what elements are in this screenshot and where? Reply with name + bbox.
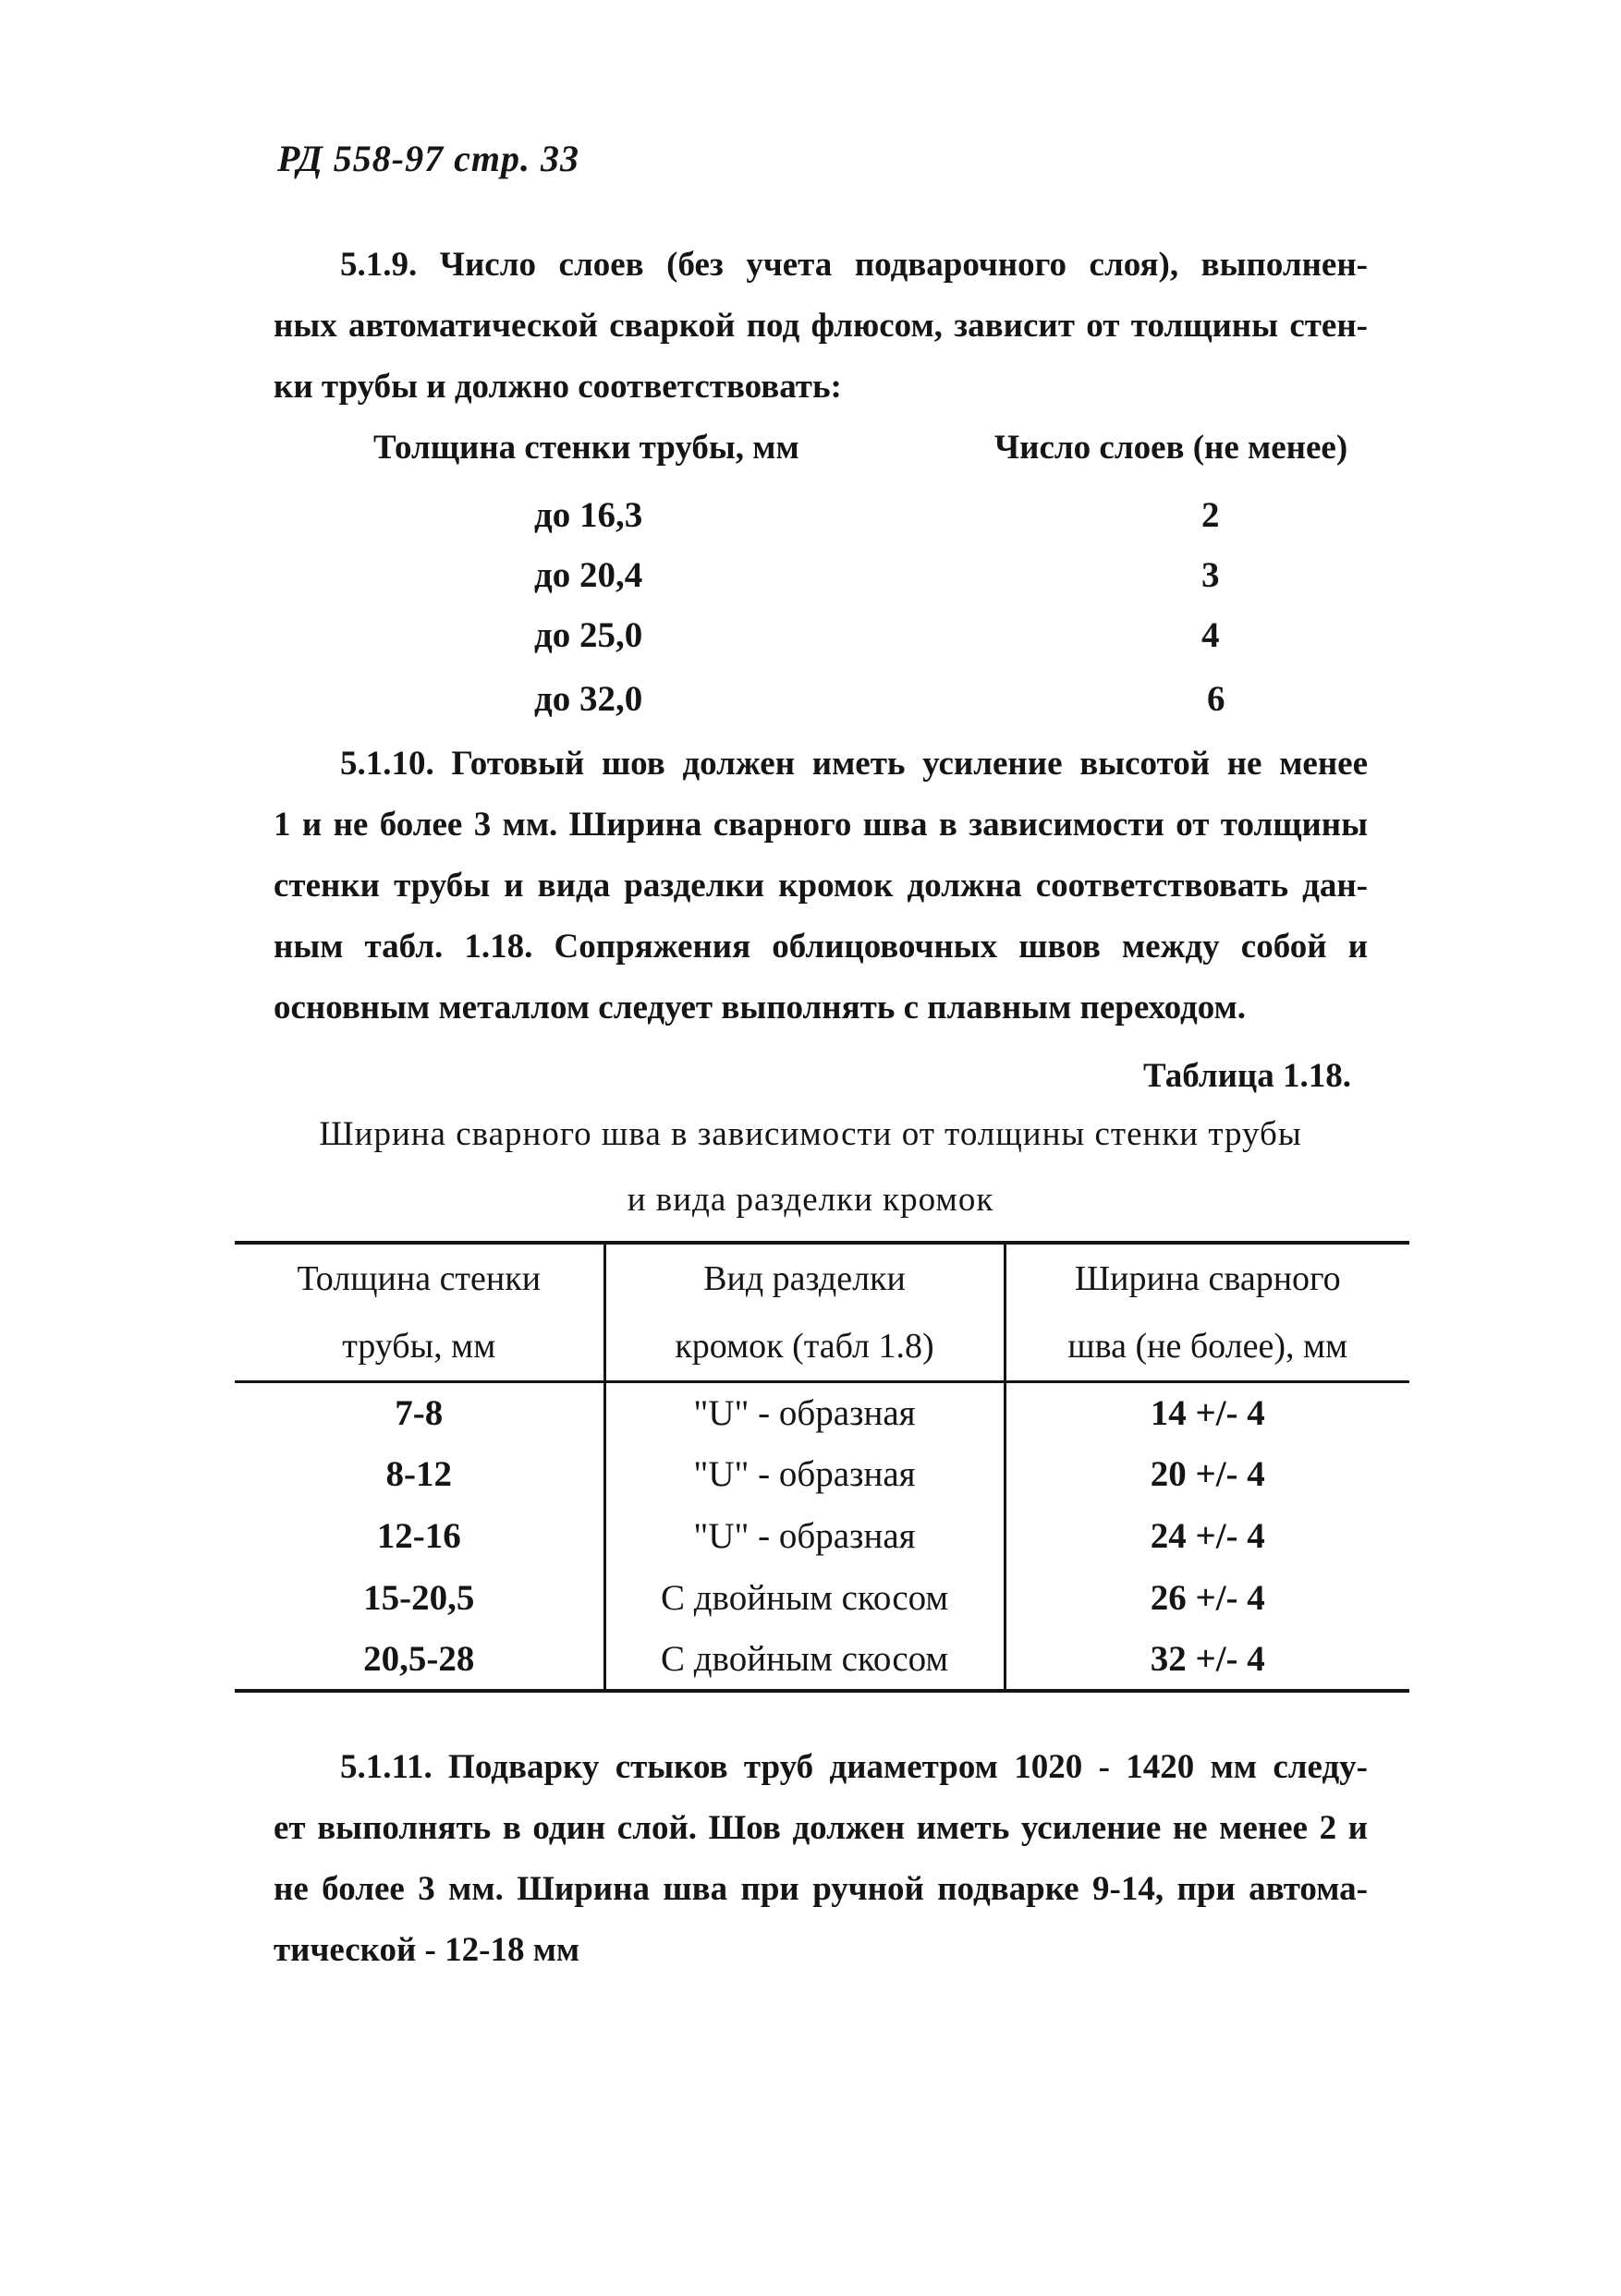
header-cell-weld-width-unit: шва (не более), мм — [1005, 1312, 1409, 1381]
table-row — [235, 1567, 1409, 1629]
table-title-line: и вида разделки кромок — [627, 1181, 994, 1219]
thickness-cell: 8-12 — [385, 1454, 452, 1494]
thickness-cell: 7-8 — [395, 1392, 444, 1433]
header-cell-weld-width: Ширина сварного — [1005, 1243, 1409, 1312]
header-cell-bevel-type: Вид разделки — [604, 1243, 1005, 1312]
bevel-type-cell: "U" - образная — [604, 1505, 1005, 1567]
layer-list-header-layers: Число слоев (не менее) — [994, 429, 1348, 467]
thickness-cell: 15-20,5 — [363, 1578, 475, 1618]
bevel-type-cell: "U" - образная — [604, 1381, 1005, 1443]
table-row — [235, 1629, 1409, 1691]
layers-value: 2 — [1201, 495, 1220, 535]
layer-list-header-thickness: Толщина стенки трубы, мм — [373, 429, 799, 467]
thickness-value: до 25,0 — [534, 615, 643, 655]
clause-5-1-9 — [274, 248, 1368, 431]
paragraph-line: 5.1.9. Число слоев (без учета подварочного слоя), выполнен- — [340, 246, 1368, 284]
layers-value: 6 — [1207, 679, 1225, 719]
header-cell-bevel-ref: кромок (табл 1.8) — [604, 1312, 1005, 1381]
paragraph-line: 1 и не более 3 мм. Ширина сварного шва в зависимости от толщины — [274, 806, 1368, 844]
table-title-line: Ширина сварного шва в зависимости от толщины стенки трубы — [319, 1115, 1302, 1153]
thickness-value: до 32,0 — [534, 679, 643, 719]
bevel-type-cell: С двойным скосом — [604, 1567, 1005, 1629]
weld-width-cell: 14 +/- 4 — [1005, 1381, 1409, 1443]
table-header-row — [235, 1312, 1409, 1381]
weld-width-cell: 20 +/- 4 — [1005, 1443, 1409, 1505]
bevel-type-cell: С двойным скосом — [604, 1629, 1005, 1691]
table-row — [235, 1505, 1409, 1567]
paragraph-line: 5.1.10. Готовый шов должен иметь усиление высотой не менее — [340, 745, 1368, 783]
table-row — [235, 1443, 1409, 1505]
thickness-cell: 20,5-28 — [363, 1639, 475, 1679]
weld-width-cell: 26 +/- 4 — [1005, 1567, 1409, 1629]
paragraph-line: основным металлом следует выполнять с плавным переходом. — [274, 989, 1247, 1027]
paragraph-line: ным табл. 1.18. Сопряжения облицовочных швов между собой и — [274, 928, 1368, 966]
clause-5-1-10 — [274, 747, 1368, 1051]
bevel-type-cell: "U" - образная — [604, 1443, 1005, 1505]
paragraph-line: ки трубы и должно соответствовать: — [274, 368, 842, 406]
weld-width-table — [235, 1241, 1409, 1693]
thickness-value: до 20,4 — [534, 555, 643, 595]
paragraph-line: 5.1.11. Подварку стыков труб диаметром 1020 - 1420 мм следу- — [340, 1748, 1368, 1786]
table-header-row — [235, 1243, 1409, 1312]
header-cell-thickness-unit: трубы, мм — [235, 1312, 604, 1381]
weld-width-cell: 32 +/- 4 — [1005, 1629, 1409, 1691]
paragraph-line: ет выполнять в один слой. Шов должен иметь усиление не менее 2 и — [274, 1809, 1368, 1847]
paragraph-line: не более 3 мм. Ширина шва при ручной подварке 9-14, при автома- — [274, 1870, 1368, 1908]
table-row — [235, 1381, 1409, 1443]
paragraph-line: ных автоматической сваркой под флюсом, зависит от толщины стен- — [274, 307, 1368, 345]
header-cell-thickness: Толщина стенки — [297, 1258, 542, 1298]
table-label: Таблица 1.18. — [1143, 1057, 1351, 1095]
weld-width-cell: 24 +/- 4 — [1005, 1505, 1409, 1567]
thickness-value: до 16,3 — [534, 495, 643, 535]
paragraph-line: тической - 12-18 мм — [274, 1931, 580, 1969]
layers-value: 4 — [1201, 615, 1220, 655]
page-header: РД 558-97 стр. 33 — [277, 138, 579, 179]
thickness-cell: 12-16 — [376, 1516, 461, 1556]
layers-value: 3 — [1201, 555, 1220, 595]
clause-5-1-11 — [274, 1750, 1368, 1994]
paragraph-line: стенки трубы и вида разделки кромок должна соответствовать дан- — [274, 867, 1368, 905]
